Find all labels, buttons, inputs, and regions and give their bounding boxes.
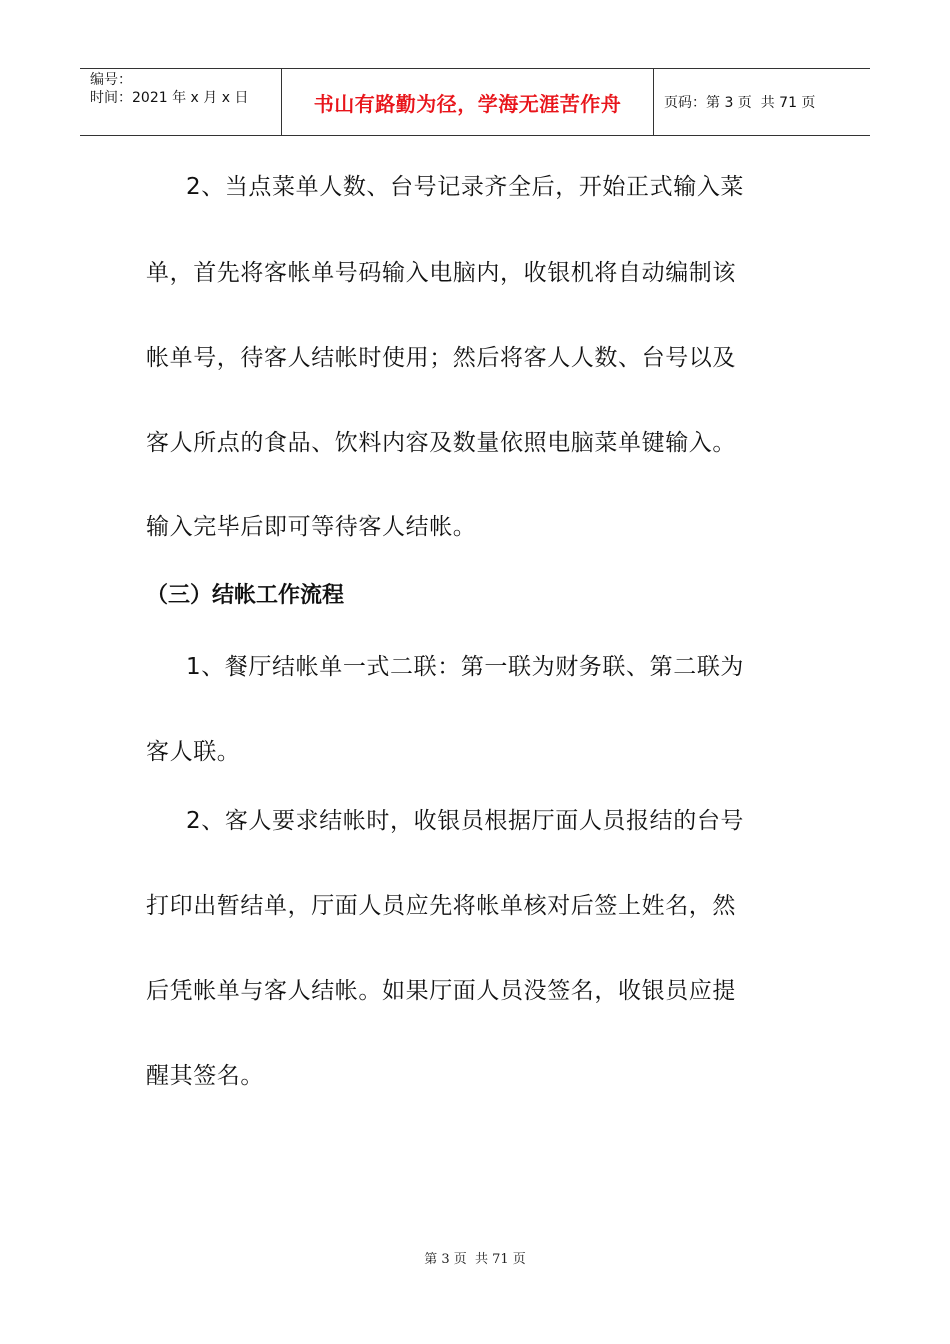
page-footer (0, 1248, 950, 1267)
header-page-label: 页码：第 3 页 共 71 页 (664, 95, 816, 111)
header-motto: 书山有路勤为径，学海无涯苦作舟 (282, 69, 654, 135)
paragraph-line: 2、当点菜单人数、台号记录齐全后，开始正式输入菜 (186, 174, 745, 200)
paragraph-line: 醒其签名。 (146, 1063, 264, 1089)
paragraph-line: 输入完毕后即可等待客人结帐。 (146, 514, 477, 540)
footer-page-number: 第 3 页 共 71 页 (424, 1252, 526, 1267)
paragraph-line: 客人联。 (146, 739, 241, 765)
header-meta (80, 69, 282, 135)
header-page-info (654, 69, 870, 135)
section-heading: （三）结帐工作流程 (146, 583, 345, 608)
page-header (80, 68, 870, 136)
paragraph-line: 帐单号，待客人结帐时使用；然后将客人人数、台号以及 (146, 345, 736, 371)
paragraph-line: 单，首先将客帐单号码输入电脑内，收银机将自动编制该 (146, 260, 736, 286)
paragraph-line: 2、客人要求结帐时，收银员根据厅面人员报结的台号 (186, 808, 745, 834)
document-time-label: 时间：2021 年 x 月 x 日 (90, 90, 249, 106)
document-number-label: 编号： (90, 72, 132, 88)
paragraph-line: 1、餐厅结帐单一式二联：第一联为财务联、第二联为 (186, 654, 745, 680)
paragraph-line: 后凭帐单与客人结帐。如果厅面人员没签名，收银员应提 (146, 978, 736, 1004)
paragraph-line: 客人所点的食品、饮料内容及数量依照电脑菜单键输入。 (146, 430, 736, 456)
paragraph-line: 打印出暂结单，厅面人员应先将帐单核对后签上姓名，然 (146, 893, 736, 919)
